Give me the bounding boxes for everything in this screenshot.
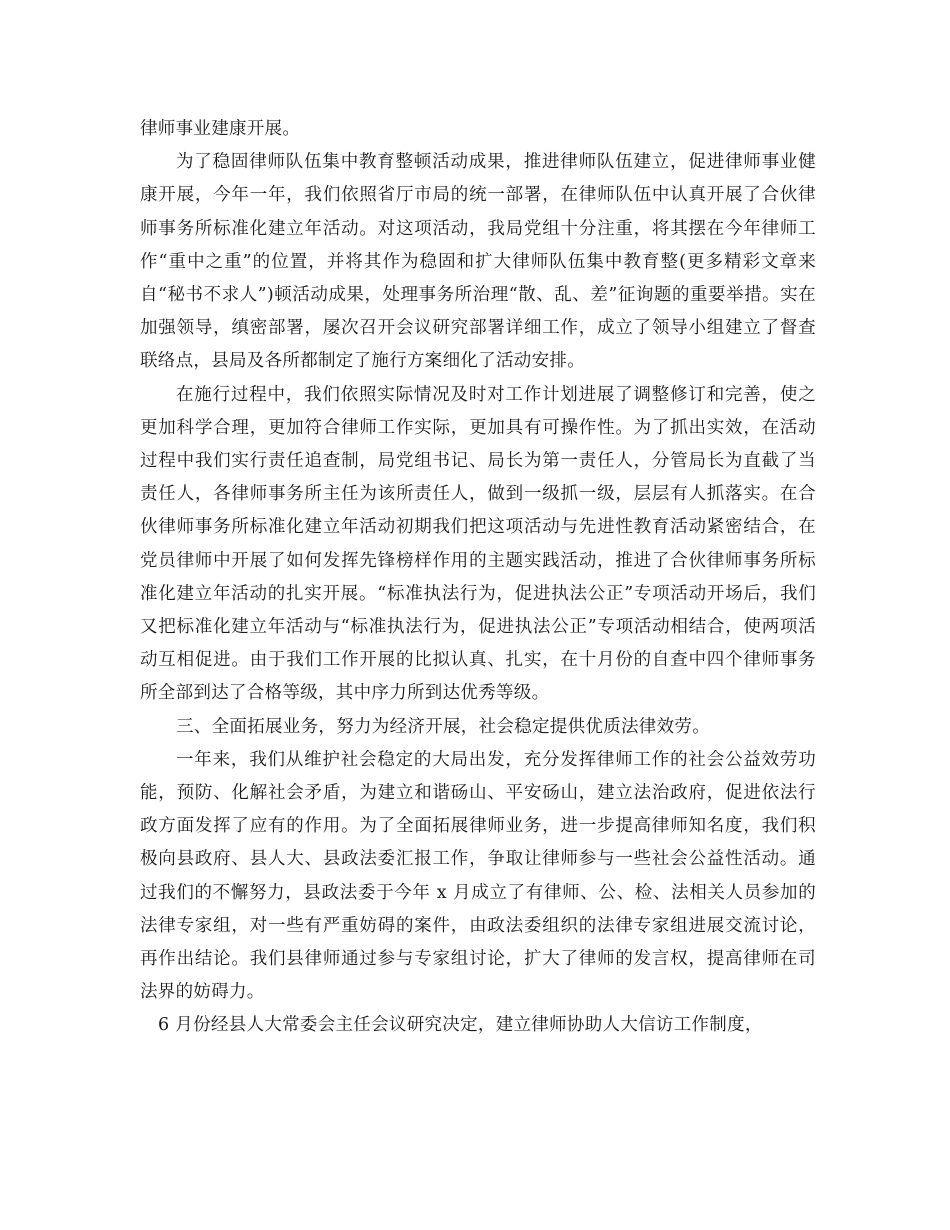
paragraph-2: 为了稳固律师队伍集中教育整顿活动成果，推进律师队伍建立，促进律师事业健康开展，今年一年，我们依照省厅市局的统一部署，在律师队伍中认真开展了合伙律师事务所标准化建立年活动。对这项活动，我局党组十分注重，将其摆在今年律师工作“重中之重”的位置，并将其作为稳固和扩大律师队伍集中教育整(更多精彩文章来自“秘书不求人”)顿活动成果，处理事务所治理“散、乱、差”征询题的重要举措。实在加强领导，缜密部署，屡次召开会议研究部署详细工作，成立了领导小组建立了督查联络点，县局及各所都制定了施行方案细化了活动安排。 (140, 152, 816, 372)
document-body (140, 113, 816, 1043)
paragraph-3: 在施行过程中，我们依照实际情况及时对工作计划进展了调整修订和完善，使之更加科学合理，更加符合律师工作实际，更加具有可操作性。为了抓出实效，在活动过程中我们实行责任追查制，局党组书记、局长为第一责任人，分管局长为直截了当责任人，各律师事务所主任为该所责任人，做到一级抓一级，层层有人抓落实。在合伙律师事务所标准化建立年活动初期我们把这项活动与先进性教育活动紧密结合，在党员律师中开展了如何发挥先锋榜样作用的主题实践活动，推进了合伙律师事务所标准化建立年活动的扎实开展。“标准执法行为，促进执法公正”专项活动开场后，我们又把标准化建立年活动与“标准执法行为，促进执法公正”专项活动相结合，使两项活动互相促进。由于我们工作开展的比拟认真、扎实，在十月份的自查中四个律师事务所全部到达了合格等级，其中序力所到达优秀等级。 (140, 384, 816, 704)
paragraph-5: 6 月份经县人大常委会主任会议研究决定，建立律师协助人大信访工作制度， (158, 1015, 763, 1036)
section-heading-3: 三、全面拓展业务，努力为经济开展，社会稳定提供优质法律效劳。 (176, 716, 710, 737)
paragraph-4: 一年来，我们从维护社会稳定的大局出发，充分发挥律师工作的社会公益效劳功能，预防、化解社会矛盾，为建立和谐砀山、平安砀山，建立法治政府，促进依法行政方面发挥了应有的作用。为了全面拓展律师业务，进一步提高律师知名度，我们积极向县政府、县人大、县政法委汇报工作，争取让律师参与一些社会公益性活动。通过我们的不懈努力，县政法委于今年 x 月成立了有律师、公、检、法相关人员参加的法律专家组，对一些有严重妨碍的案件，由政法委组织的法律专家组进展交流讨论，再作出结论。我们县律师通过参与专家组讨论，扩大了律师的发言权，提高律师在司法界的妨碍力。 (140, 749, 816, 1003)
paragraph-1: 律师事业建康开展。 (140, 119, 301, 139)
